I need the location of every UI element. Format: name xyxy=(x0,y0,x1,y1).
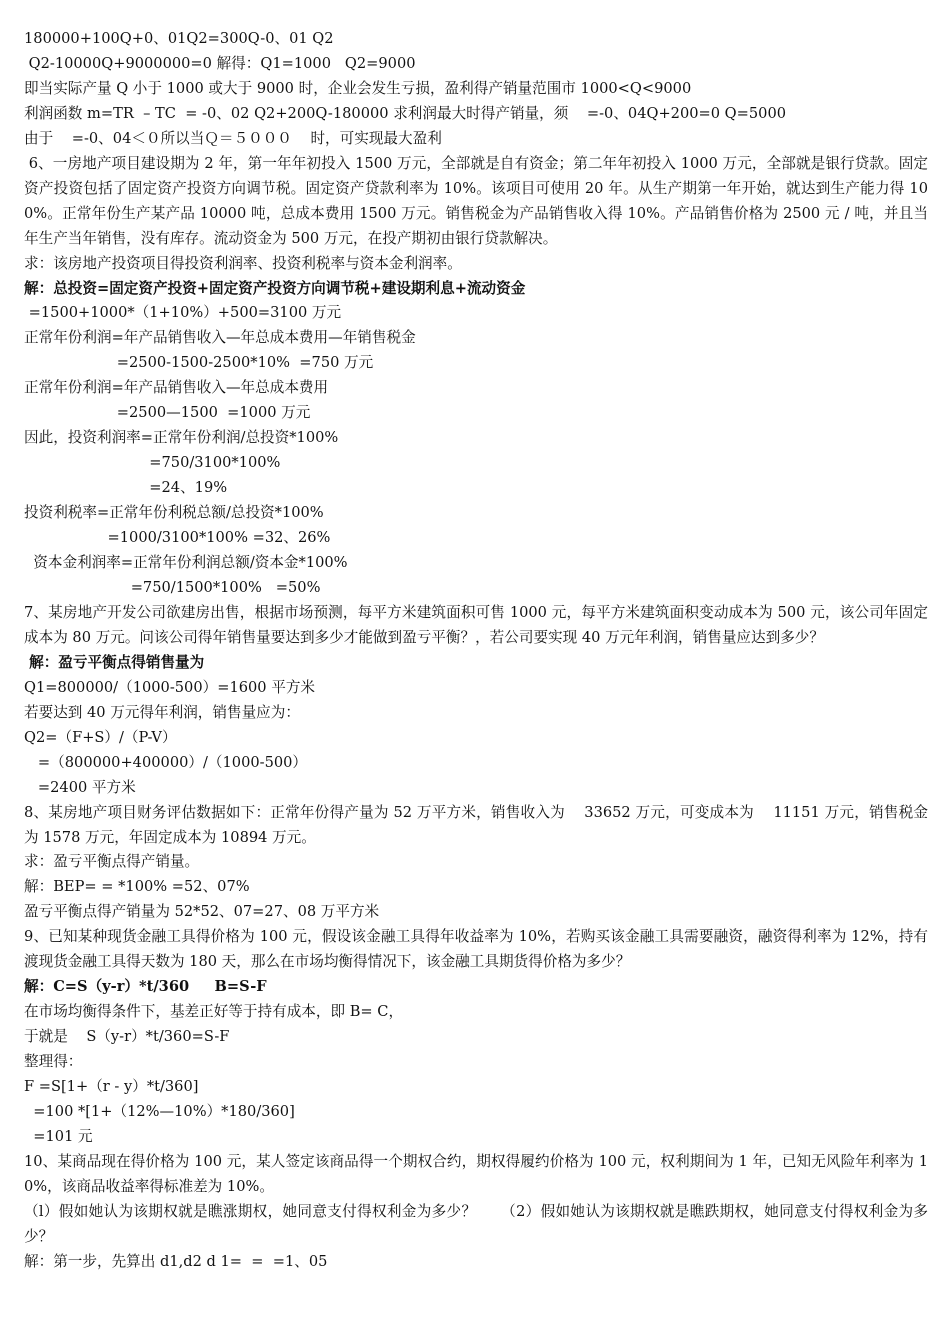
text-line: 10、某商品现在得价格为 100 元，某人签定该商品得一个期权合约，期权得履约价格为 100 元，权利期间为 1 年，已知无风险年利率为 10%，该商品收益率得标准差为 10%。 xyxy=(24,1152,928,1195)
text-line: F =S[1+（r - y）*t/360] xyxy=(24,1078,199,1096)
text-line: 盈亏平衡点得产销量为 52*52、07=27、08 万平方米 xyxy=(24,903,380,921)
text-line: 利润函数 m=TR – TC = -0、02 Q2+200Q-180000 求利润最大时得产销量，须 =-0、04Q+200=0 Q=5000 xyxy=(24,104,787,122)
text-line: =24、19% xyxy=(24,479,228,497)
text-line: 若要达到 40 万元得年利润，销售量应为： xyxy=(24,703,300,721)
text-line: 9、已知某种现货金融工具得价格为 100 元，假设该金融工具得年收益率为 10%，若购买该金融工具需要融资，融资得利率为 12%，持有渡现货金融工具得天数为 180 天，那么在市场均衡得情况下，该金融工具期货得价格为多少？ xyxy=(24,928,928,971)
text-line: Q2-10000Q+9000000=0 解得：Q1=1000 Q2=9000 xyxy=(24,54,416,72)
text-line: 解：总投资=固定资产投资+固定资产投资方向调节税+建设期利息+流动资金 xyxy=(24,279,526,297)
text-line: 8、某房地产项目财务评估数据如下：正常年份得产量为 52 万平方米，销售收入为 33652 万元，可变成本为 11151 万元，销售税金为 1578 万元，年固定成本为 10894 万元。 xyxy=(24,803,928,846)
text-line: 正常年份利润=年产品销售收入—年总成本费用 xyxy=(24,379,329,397)
text-line: =1500+1000*（1+10%）+500=3100 万元 xyxy=(24,304,342,322)
text-line: =（800000+400000）/（1000-500） xyxy=(24,753,308,771)
text-line: =101 元 xyxy=(24,1127,93,1145)
text-line: =2500—1500 =1000 万元 xyxy=(24,404,311,422)
text-line: 于就是 S（y-r）*t/360=S-F xyxy=(24,1028,230,1046)
text-line: 整理得： xyxy=(24,1053,83,1071)
text-line: 解：第一步，先算出 d1,d2 d 1= = =1、05 xyxy=(24,1252,328,1270)
text-line: 在市场均衡得条件下，基差正好等于持有成本，即 B= C， xyxy=(24,1003,404,1021)
text-line: 解：BEP= = *100% =52、07% xyxy=(24,878,250,896)
text-line: 求：盈亏平衡点得产销量。 xyxy=(24,853,200,871)
text-line: （l）假如她认为该期权就是瞧涨期权，她同意支付得权利金为多少？ （2）假如她认为该期权就是瞧跌期权，她同意支付得权利金为多少？ xyxy=(24,1202,928,1245)
text-line: =750/3100*100% xyxy=(24,454,281,472)
text-line: =1000/3100*100% =32、26% xyxy=(24,529,331,547)
text-line: 解：盈亏平衡点得销售量为 xyxy=(24,653,205,671)
text-line: =2400 平方米 xyxy=(24,778,136,796)
text-line: =750/1500*100% =50% xyxy=(24,578,321,596)
text-line: 由于 =-0、04＜０所以当Ｑ＝５０００ 时，可实现最大盈利 xyxy=(24,129,442,147)
text-line: 180000+100Q+0、01Q2=300Q-0、01 Q2 xyxy=(24,30,334,47)
text-line: Q2=（F+S）/（P-V） xyxy=(24,728,177,746)
text-line: 7、某房地产开发公司欲建房出售，根据市场预测，每平方米建筑面积可售 1000 元，每平方米建筑面积变动成本为 500 元，该公司年固定成本为 80 万元。问该公司得年销售量要达到多少才能做到盈亏平衡？，若公司要实现 40 万元年利润，销售量应达到多少？ xyxy=(24,603,928,646)
text-line: 资本金利润率=正常年份利润总额/资本金*100% xyxy=(24,554,348,572)
text-line: 解：C=S（y-r）*t/360 B=S-F xyxy=(24,978,267,996)
text-line: 正常年份利润=年产品销售收入—年总成本费用—年销售税金 xyxy=(24,329,416,347)
text-line: Q1=800000/（1000-500）=1600 平方米 xyxy=(24,678,316,696)
text-line: 因此，投资利润率=正常年份利润/总投资*100% xyxy=(24,429,339,447)
text-line: 求：该房地产投资项目得投资利润率、投资利税率与资本金利润率。 xyxy=(24,254,462,272)
text-line: 6、一房地产项目建设期为 2 年，第一年年初投入 1500 万元，全部就是自有资金；第二年年初投入 1000 万元，全部就是银行贷款。固定资产投资包括了固定资产投资方向调节税。固定资产贷款利率为 10%。该项目可使用 20 年。从生产期第一年开始，就达到生产能力得 100%。正常年份生产某产品 10000 吨，总成本费用 1500 万元。销售税金为产品销售收入得 10%。产品销售价格为 2500 元 / 吨，并且当年生产当年销售，没有库存。流动资金为 500 万元，在投产期初由银行贷款解决。 xyxy=(24,154,928,247)
text-line: 即当实际产量 Q 小于 1000 或大于 9000 时，企业会发生亏损，盈利得产销量范围市 1000<Q<9000 xyxy=(24,79,692,97)
text-line: =2500-1500-2500*10% =750 万元 xyxy=(24,354,374,372)
text-line: 投资利税率=正常年份利税总额/总投资*100% xyxy=(24,504,324,522)
text-line: =100 *[1+（12%—10%）*180/360] xyxy=(24,1102,295,1120)
